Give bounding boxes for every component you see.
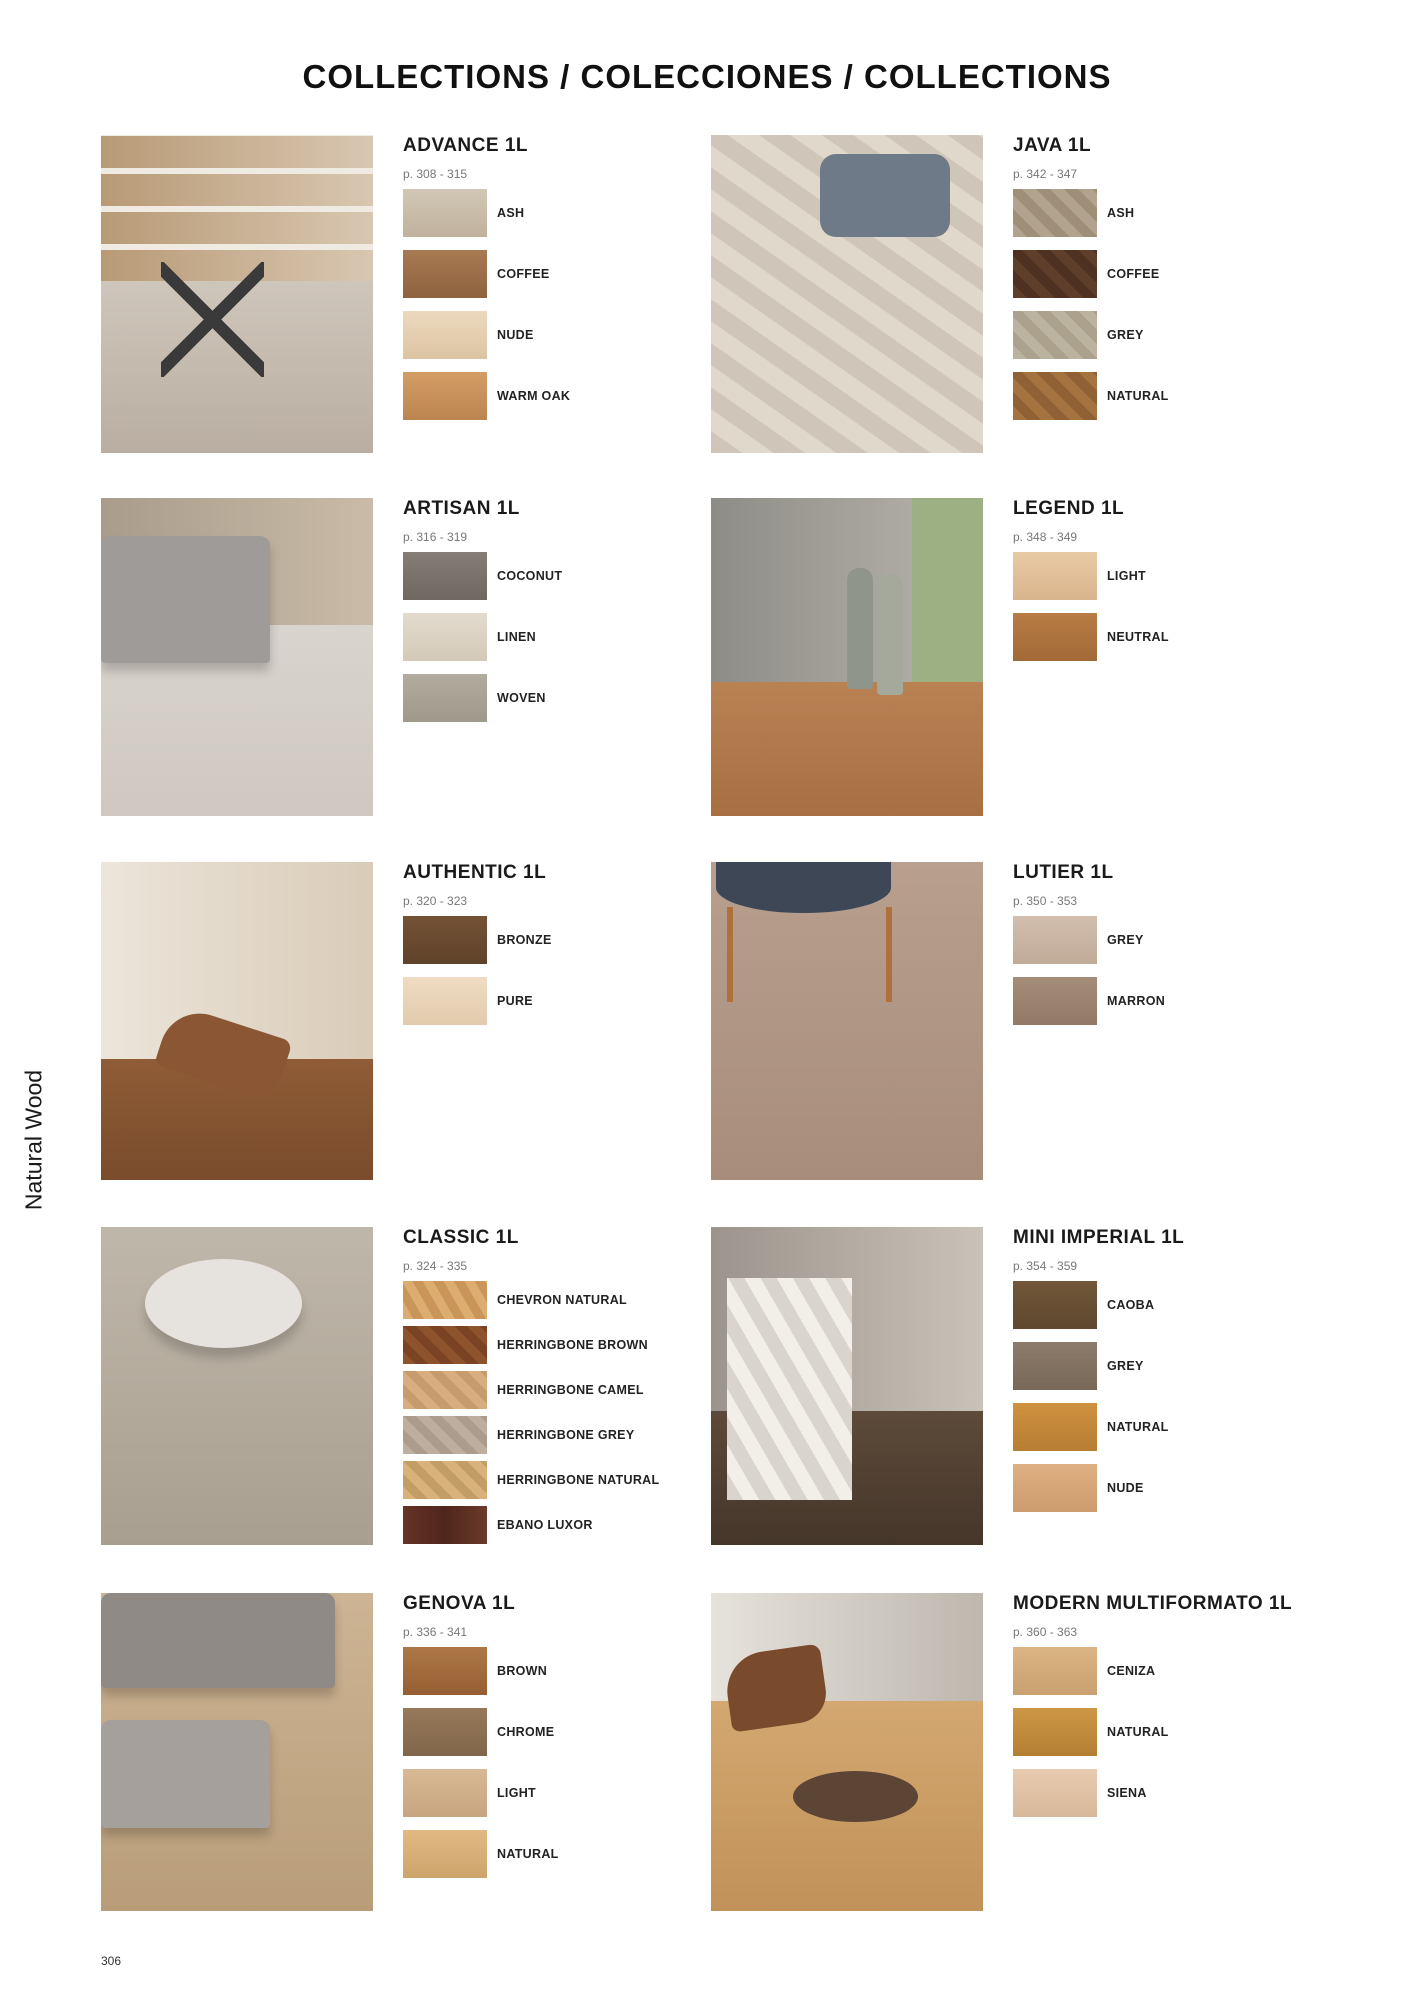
- finish-chip: [1013, 311, 1097, 359]
- finish-label: LINEN: [497, 630, 536, 644]
- finish-chip: [403, 1708, 487, 1756]
- collection-name: MODERN MULTIFORMATO 1L: [1013, 1593, 1293, 1614]
- collection-name: ADVANCE 1L: [403, 135, 528, 156]
- finish-label: NUDE: [497, 328, 534, 342]
- finish-label: NATURAL: [1107, 1420, 1169, 1434]
- finish-chip: [1013, 552, 1097, 600]
- finish-chip: [403, 613, 487, 661]
- finish-label: WARM OAK: [497, 389, 571, 403]
- swatch: [1013, 311, 1313, 359]
- finish-chip: [403, 1326, 487, 1364]
- collection-lutier: [711, 862, 1311, 1180]
- swatch: [403, 250, 703, 298]
- finish-label: BROWN: [497, 1664, 548, 1678]
- collection-photo: [711, 862, 983, 1180]
- page-range: p. 308 - 315: [403, 167, 468, 181]
- finish-label: CAOBA: [1107, 1298, 1155, 1312]
- swatch: [1013, 977, 1313, 1025]
- finish-label: HERRINGBONE CAMEL: [497, 1383, 644, 1397]
- collection-name: ARTISAN 1L: [403, 498, 520, 519]
- page-range: p. 360 - 363: [1013, 1625, 1078, 1639]
- finish-label: HERRINGBONE BROWN: [497, 1338, 648, 1352]
- finish-label: SIENA: [1107, 1786, 1147, 1800]
- swatch: [403, 1326, 703, 1364]
- swatch: [403, 613, 703, 661]
- finish-chip: [1013, 1342, 1097, 1390]
- swatch: [403, 1461, 703, 1499]
- collection-java: [711, 135, 1311, 453]
- swatch: [1013, 552, 1313, 600]
- finish-chip: [1013, 977, 1097, 1025]
- finish-chip: [403, 552, 487, 600]
- collection-photo: [711, 1593, 983, 1911]
- page-range: p. 348 - 349: [1013, 530, 1078, 544]
- finish-label: BRONZE: [497, 933, 552, 947]
- swatch: [403, 1416, 703, 1454]
- finish-label: GREY: [1107, 1359, 1144, 1373]
- finish-chip: [403, 189, 487, 237]
- collection-photo: [101, 135, 373, 453]
- swatch: [403, 1371, 703, 1409]
- finish-chip: [1013, 613, 1097, 661]
- finish-label: NEUTRAL: [1107, 630, 1169, 644]
- swatch: [1013, 1342, 1313, 1390]
- swatch: [403, 1708, 703, 1756]
- finish-chip: [1013, 250, 1097, 298]
- finish-chip: [403, 1281, 487, 1319]
- page-title: COLLECTIONS / COLECCIONES / COLLECTIONS: [302, 58, 1112, 95]
- collection-photo: [711, 1227, 983, 1545]
- collection-photo: [101, 862, 373, 1180]
- finish-chip: [403, 916, 487, 964]
- collection-name: LUTIER 1L: [1013, 862, 1114, 883]
- finish-label: LIGHT: [497, 1786, 536, 1800]
- page-number: 306: [101, 1954, 122, 1968]
- swatch: [403, 916, 703, 964]
- collection-name: CLASSIC 1L: [403, 1227, 519, 1248]
- collection-name: GENOVA 1L: [403, 1593, 516, 1614]
- finish-chip: [1013, 1769, 1097, 1817]
- finish-label: ASH: [497, 206, 525, 220]
- finish-label: NATURAL: [1107, 389, 1169, 403]
- finish-label: EBANO LUXOR: [497, 1518, 593, 1532]
- swatch: [403, 1281, 703, 1319]
- finish-chip: [1013, 372, 1097, 420]
- finish-label: ASH: [1107, 206, 1135, 220]
- finish-label: GREY: [1107, 933, 1144, 947]
- swatch: [403, 1830, 703, 1878]
- collection-name: MINI IMPERIAL 1L: [1013, 1227, 1185, 1248]
- collection-name: LEGEND 1L: [1013, 498, 1125, 519]
- swatch: [1013, 1281, 1313, 1329]
- finish-chip: [1013, 1708, 1097, 1756]
- finish-label: HERRINGBONE NATURAL: [497, 1473, 660, 1487]
- swatch: [403, 372, 703, 420]
- finish-chip: [403, 1506, 487, 1544]
- swatch: [403, 1506, 703, 1544]
- finish-label: CHEVRON NATURAL: [497, 1293, 627, 1307]
- finish-chip: [403, 977, 487, 1025]
- swatch: [1013, 1403, 1313, 1451]
- finish-label: NATURAL: [497, 1847, 559, 1861]
- page-range: p. 336 - 341: [403, 1625, 468, 1639]
- page-range: p. 316 - 319: [403, 530, 468, 544]
- finish-label: NATURAL: [1107, 1725, 1169, 1739]
- collection-photo: [101, 1593, 373, 1911]
- finish-chip: [403, 1647, 487, 1695]
- swatch: [403, 674, 703, 722]
- swatch: [403, 552, 703, 600]
- finish-chip: [403, 1769, 487, 1817]
- finish-label: NUDE: [1107, 1481, 1144, 1495]
- collection-name: JAVA 1L: [1013, 135, 1092, 156]
- swatch: [403, 1647, 703, 1695]
- finish-chip: [403, 1416, 487, 1454]
- swatch: [403, 311, 703, 359]
- page-range: p. 324 - 335: [403, 1259, 468, 1273]
- collection-legend: [711, 498, 1311, 816]
- collection-artisan: [101, 498, 701, 816]
- finish-chip: [403, 250, 487, 298]
- collection-modern-multiformato: [711, 1593, 1311, 1911]
- finish-chip: [1013, 1647, 1097, 1695]
- collection-advance: [101, 135, 701, 453]
- finish-chip: [1013, 916, 1097, 964]
- swatch: [1013, 1647, 1313, 1695]
- swatch: [1013, 1769, 1313, 1817]
- collection-classic: [101, 1227, 701, 1545]
- swatch: [1013, 250, 1313, 298]
- swatch: [1013, 189, 1313, 237]
- finish-label: HERRINGBONE GREY: [497, 1428, 635, 1442]
- finish-label: CENIZA: [1107, 1664, 1156, 1678]
- swatch: [1013, 1708, 1313, 1756]
- collection-photo: [101, 498, 373, 816]
- collection-genova: [101, 1593, 701, 1911]
- finish-label: WOVEN: [497, 691, 546, 705]
- swatch: [403, 977, 703, 1025]
- finish-chip: [1013, 1281, 1097, 1329]
- collection-name: AUTHENTIC 1L: [403, 862, 547, 883]
- finish-chip: [403, 674, 487, 722]
- finish-chip: [1013, 1403, 1097, 1451]
- collection-authentic: [101, 862, 701, 1180]
- finish-label: CHROME: [497, 1725, 555, 1739]
- finish-label: GREY: [1107, 328, 1144, 342]
- finish-chip: [1013, 189, 1097, 237]
- collection-photo: [711, 498, 983, 816]
- swatch: [1013, 1464, 1313, 1512]
- finish-chip: [1013, 1464, 1097, 1512]
- page-range: p. 354 - 359: [1013, 1259, 1078, 1273]
- finish-label: LIGHT: [1107, 569, 1146, 583]
- finish-chip: [403, 372, 487, 420]
- finish-chip: [403, 311, 487, 359]
- swatch: [1013, 916, 1313, 964]
- finish-label: COCONUT: [497, 569, 563, 583]
- finish-chip: [403, 1371, 487, 1409]
- page-range: p. 350 - 353: [1013, 894, 1078, 908]
- finish-label: PURE: [497, 994, 533, 1008]
- swatch: [1013, 372, 1313, 420]
- page-range: p. 320 - 323: [403, 894, 468, 908]
- collection-mini-imperial: [711, 1227, 1311, 1545]
- swatch: [403, 1769, 703, 1817]
- page-range: p. 342 - 347: [1013, 167, 1078, 181]
- swatch: [1013, 613, 1313, 661]
- section-label: Natural Wood: [20, 1069, 47, 1211]
- collection-photo: [101, 1227, 373, 1545]
- finish-chip: [403, 1461, 487, 1499]
- finish-chip: [403, 1830, 487, 1878]
- finish-label: MARRON: [1107, 994, 1166, 1008]
- swatch: [403, 189, 703, 237]
- finish-label: COFFEE: [497, 267, 550, 281]
- collection-photo: [711, 135, 983, 453]
- finish-label: COFFEE: [1107, 267, 1160, 281]
